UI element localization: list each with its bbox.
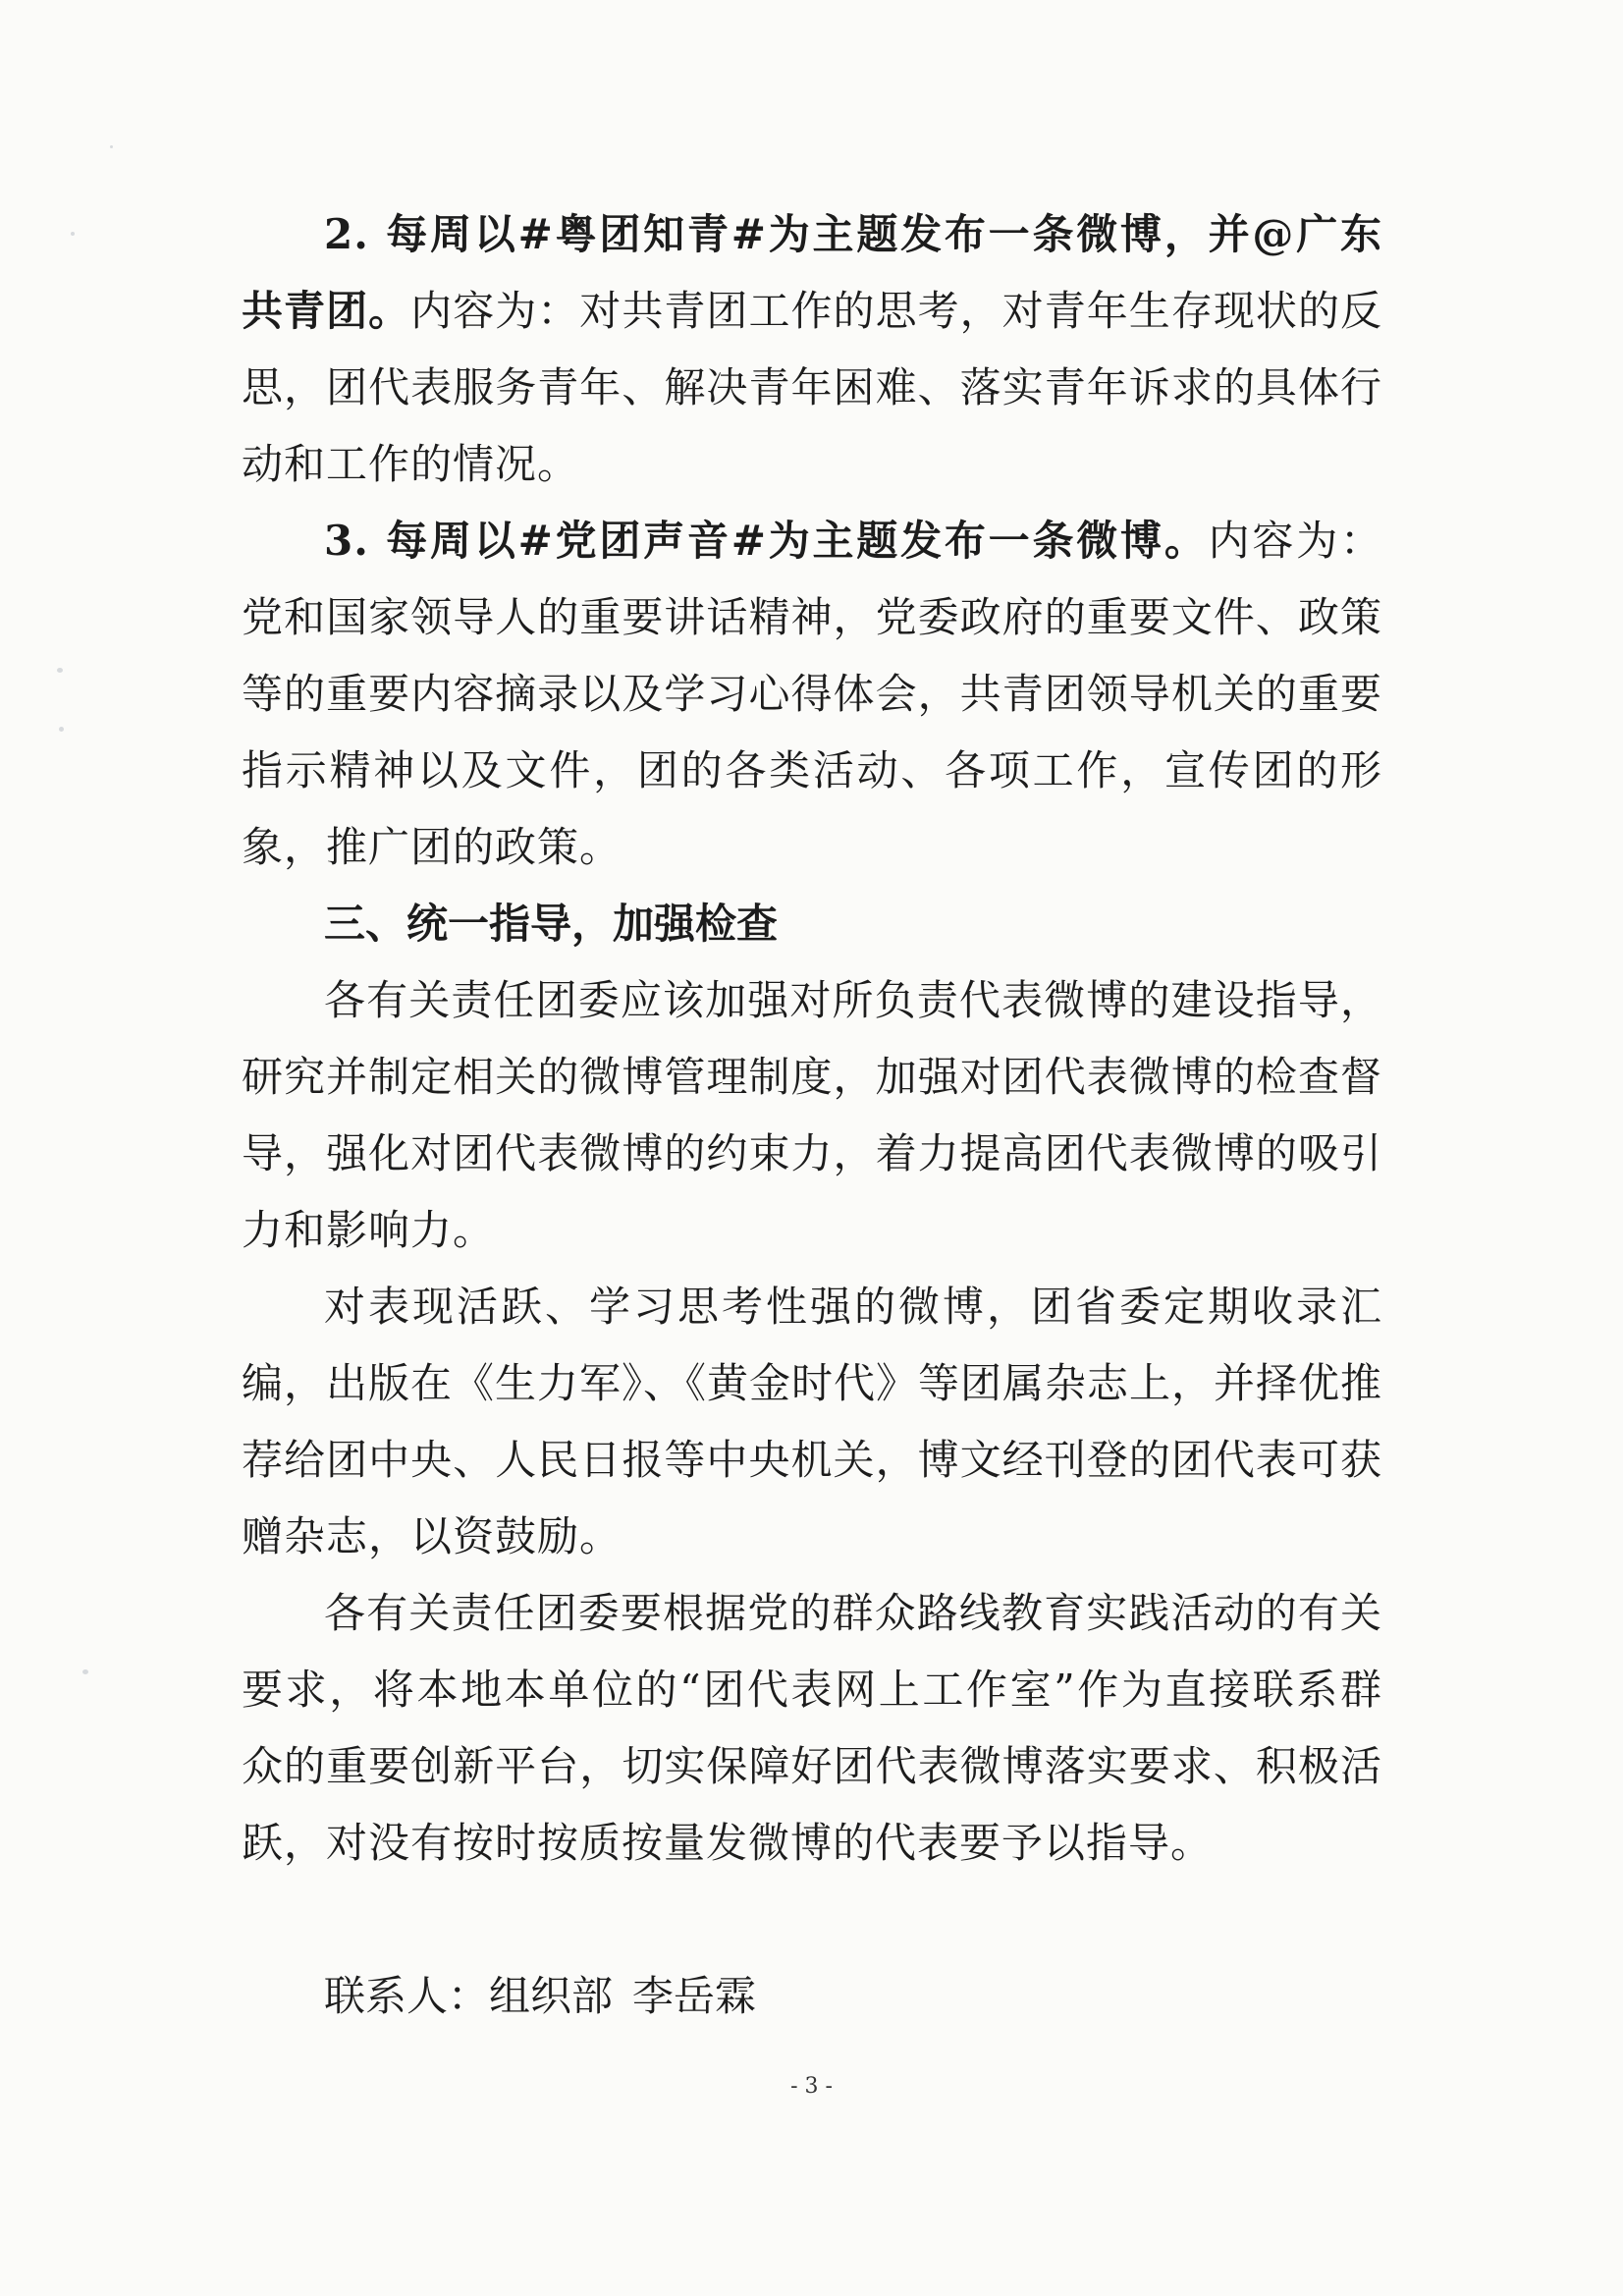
section-paragraph: 各有关责任团委要根据党的群众路线教育实践活动的有关要求，将本地本单位的“团代表网上工作室”作为直接联系群众的重要创新平台，切实保障好团代表微博落实要求、积极活跃，对没有按时按质按量发微博的代表要予以指导。 bbox=[242, 1589, 1382, 1867]
paragraph-lead: 2. 每周以#粤团知青#为主题发布一条微博，并@广东共青团。 bbox=[242, 210, 1382, 335]
section-paragraph: 各有关责任团委应该加强对所负责代表微博的建设指导，研究并制定相关的微博管理制度，加强对团代表微博的检查督导，强化对团代表微博的约束力，着力提高团代表微博的吸引力和影响力。 bbox=[242, 976, 1382, 1254]
paragraph-body: 内容为：对共青团工作的思考，对青年生存现状的反思，团代表服务青年、解决青年困难、落实青年诉求的具体行动和工作的情况。 bbox=[242, 287, 1382, 488]
scan-speck bbox=[82, 1669, 88, 1674]
contact-label: 联系人：组织部 bbox=[324, 1972, 614, 2020]
scan-speck bbox=[57, 668, 63, 673]
contact-name: 李岳霖 bbox=[632, 1972, 757, 2020]
scan-speck bbox=[71, 232, 75, 236]
paragraph-item-3 bbox=[242, 503, 1382, 886]
body-text bbox=[242, 196, 1382, 2035]
contact-line bbox=[242, 1958, 1382, 2035]
paragraph-lead: 3. 每周以#党团声音#为主题发布一条微博。 bbox=[324, 517, 1209, 565]
paragraph-item-2 bbox=[242, 196, 1382, 503]
scan-speck bbox=[110, 145, 113, 148]
section-paragraph: 对表现活跃、学习思考性强的微博，团省委定期收录汇编，出版在《生力军》、《黄金时代》等团属杂志上，并择优推荐给团中央、人民日报等中央机关，博文经刊登的团代表可获赠杂志，以资鼓励。 bbox=[242, 1283, 1383, 1560]
paragraph-body: 内容为：党和国家领导人的重要讲话精神，党委政府的重要文件、政策等的重要内容摘录以及学习心得体会，共青团领导机关的重要指示精神以及文件，团的各类活动、各项工作，宣传团的形象，推广团的政策。 bbox=[242, 517, 1382, 871]
section-heading: 三、统一指导，加强检查 bbox=[324, 900, 779, 948]
scan-speck bbox=[59, 727, 64, 732]
page-number: - 3 - bbox=[790, 2074, 833, 2099]
